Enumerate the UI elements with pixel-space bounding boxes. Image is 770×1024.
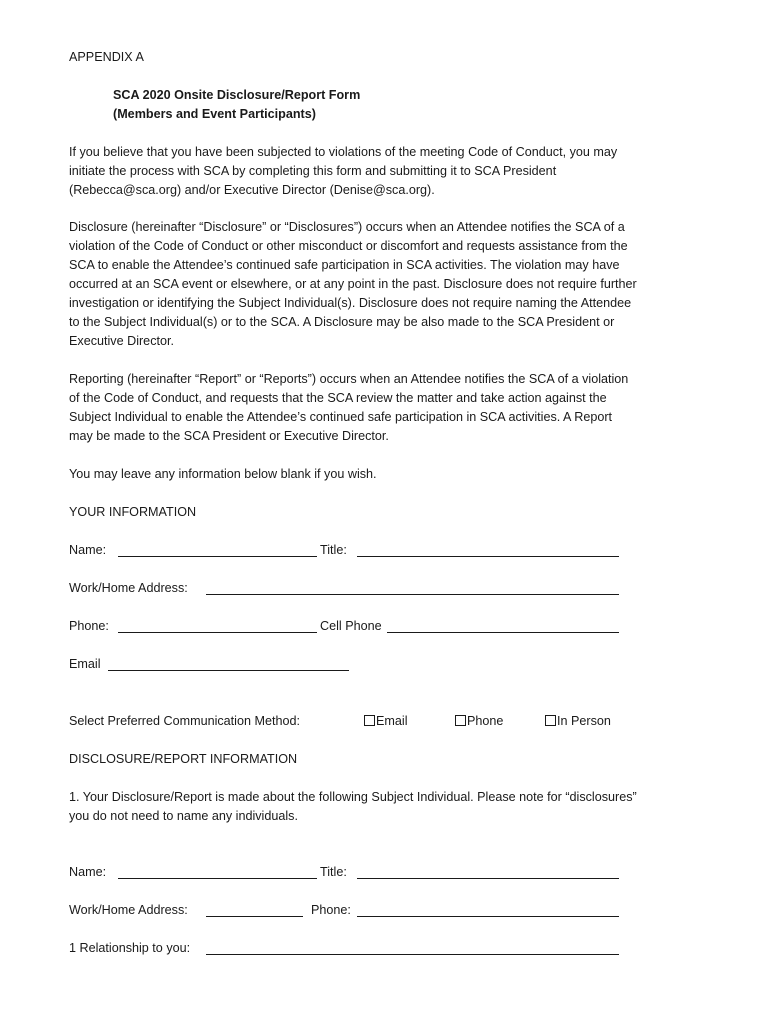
relationship-label: 1 Relationship to you: xyxy=(69,941,191,955)
communication-method-label: Select Preferred Communication Method: xyxy=(69,714,300,728)
form-subtitle: (Members and Event Participants) xyxy=(113,107,316,121)
subject-title-field[interactable] xyxy=(357,878,619,879)
title-label: Title: xyxy=(320,543,347,557)
email-field[interactable] xyxy=(108,670,349,671)
name-label: Name: xyxy=(69,543,107,557)
address-field[interactable] xyxy=(206,594,619,595)
your-information-heading: YOUR INFORMATION xyxy=(69,505,197,519)
title-field[interactable] xyxy=(357,556,619,557)
checkbox-icon[interactable] xyxy=(545,715,556,726)
in-person-option[interactable]: In Person xyxy=(545,712,611,731)
relationship-field[interactable] xyxy=(206,954,619,955)
phone-field[interactable] xyxy=(118,632,317,633)
phone-label: Phone: xyxy=(69,619,109,633)
address-label: Work/Home Address: xyxy=(69,581,188,595)
report-definition: Reporting (hereinafter “Report” or “Reports”) occurs when an Attendee notifies the SCA of a violation of the Code of Conduct, and requests that the SCA review the matter and take action against the Subject Individual to enable the Attendee’s continued safe participation in SCA activities. A Report may be made to the SCA President or Executive Director. xyxy=(69,372,629,443)
appendix-label: APPENDIX A xyxy=(69,50,144,64)
subject-title-label: Title: xyxy=(320,865,347,879)
question-1: 1. Your Disclosure/Report is made about the following Subject Individual. Please note for “disclosures” you do not need to name any individuals. xyxy=(69,790,637,823)
email-label: Email xyxy=(69,657,101,671)
subject-address-field[interactable] xyxy=(206,916,303,917)
checkbox-icon[interactable] xyxy=(364,715,375,726)
checkbox-icon[interactable] xyxy=(455,715,466,726)
intro-paragraph: If you believe that you have been subjected to violations of the meeting Code of Conduct, you may initiate the process with SCA by completing this form and submitting it to SCA President (Rebecca@sca.org) and/or Executive Director (Denise@sca.org). xyxy=(69,145,618,197)
name-field[interactable] xyxy=(118,556,317,557)
subject-phone-label: Phone: xyxy=(311,903,351,917)
subject-address-label: Work/Home Address: xyxy=(69,903,188,917)
cell-phone-label: Cell Phone xyxy=(320,619,382,633)
subject-phone-field[interactable] xyxy=(357,916,619,917)
subject-name-label: Name: xyxy=(69,865,107,879)
disclosure-definition: Disclosure (hereinafter “Disclosure” or “Disclosures”) occurs when an Attendee notifies the SCA of a violation of the Code of Conduct or other misconduct or discomfort and requests assistance from the SCA to enable the Attendee’s continued safe participation in SCA activities. The violation may have occurred at an SCA event or elsewhere, or at any point in the past. Disclosure does not require further investigation or identifying the Subject Individual(s). Disclosure does not require naming the Attendee to the Subject Individual(s) or to the SCA. A Disclosure may be also made to the SCA President or Executive Director. xyxy=(69,220,637,348)
blank-note: You may leave any information below blank if you wish. xyxy=(69,467,377,481)
subject-name-field[interactable] xyxy=(118,878,317,879)
cell-phone-field[interactable] xyxy=(387,632,619,633)
email-option[interactable]: Email xyxy=(364,712,408,731)
phone-option[interactable]: Phone xyxy=(455,712,503,731)
disclosure-report-heading: DISCLOSURE/REPORT INFORMATION xyxy=(69,752,298,766)
form-title: SCA 2020 Onsite Disclosure/Report Form xyxy=(113,88,361,102)
